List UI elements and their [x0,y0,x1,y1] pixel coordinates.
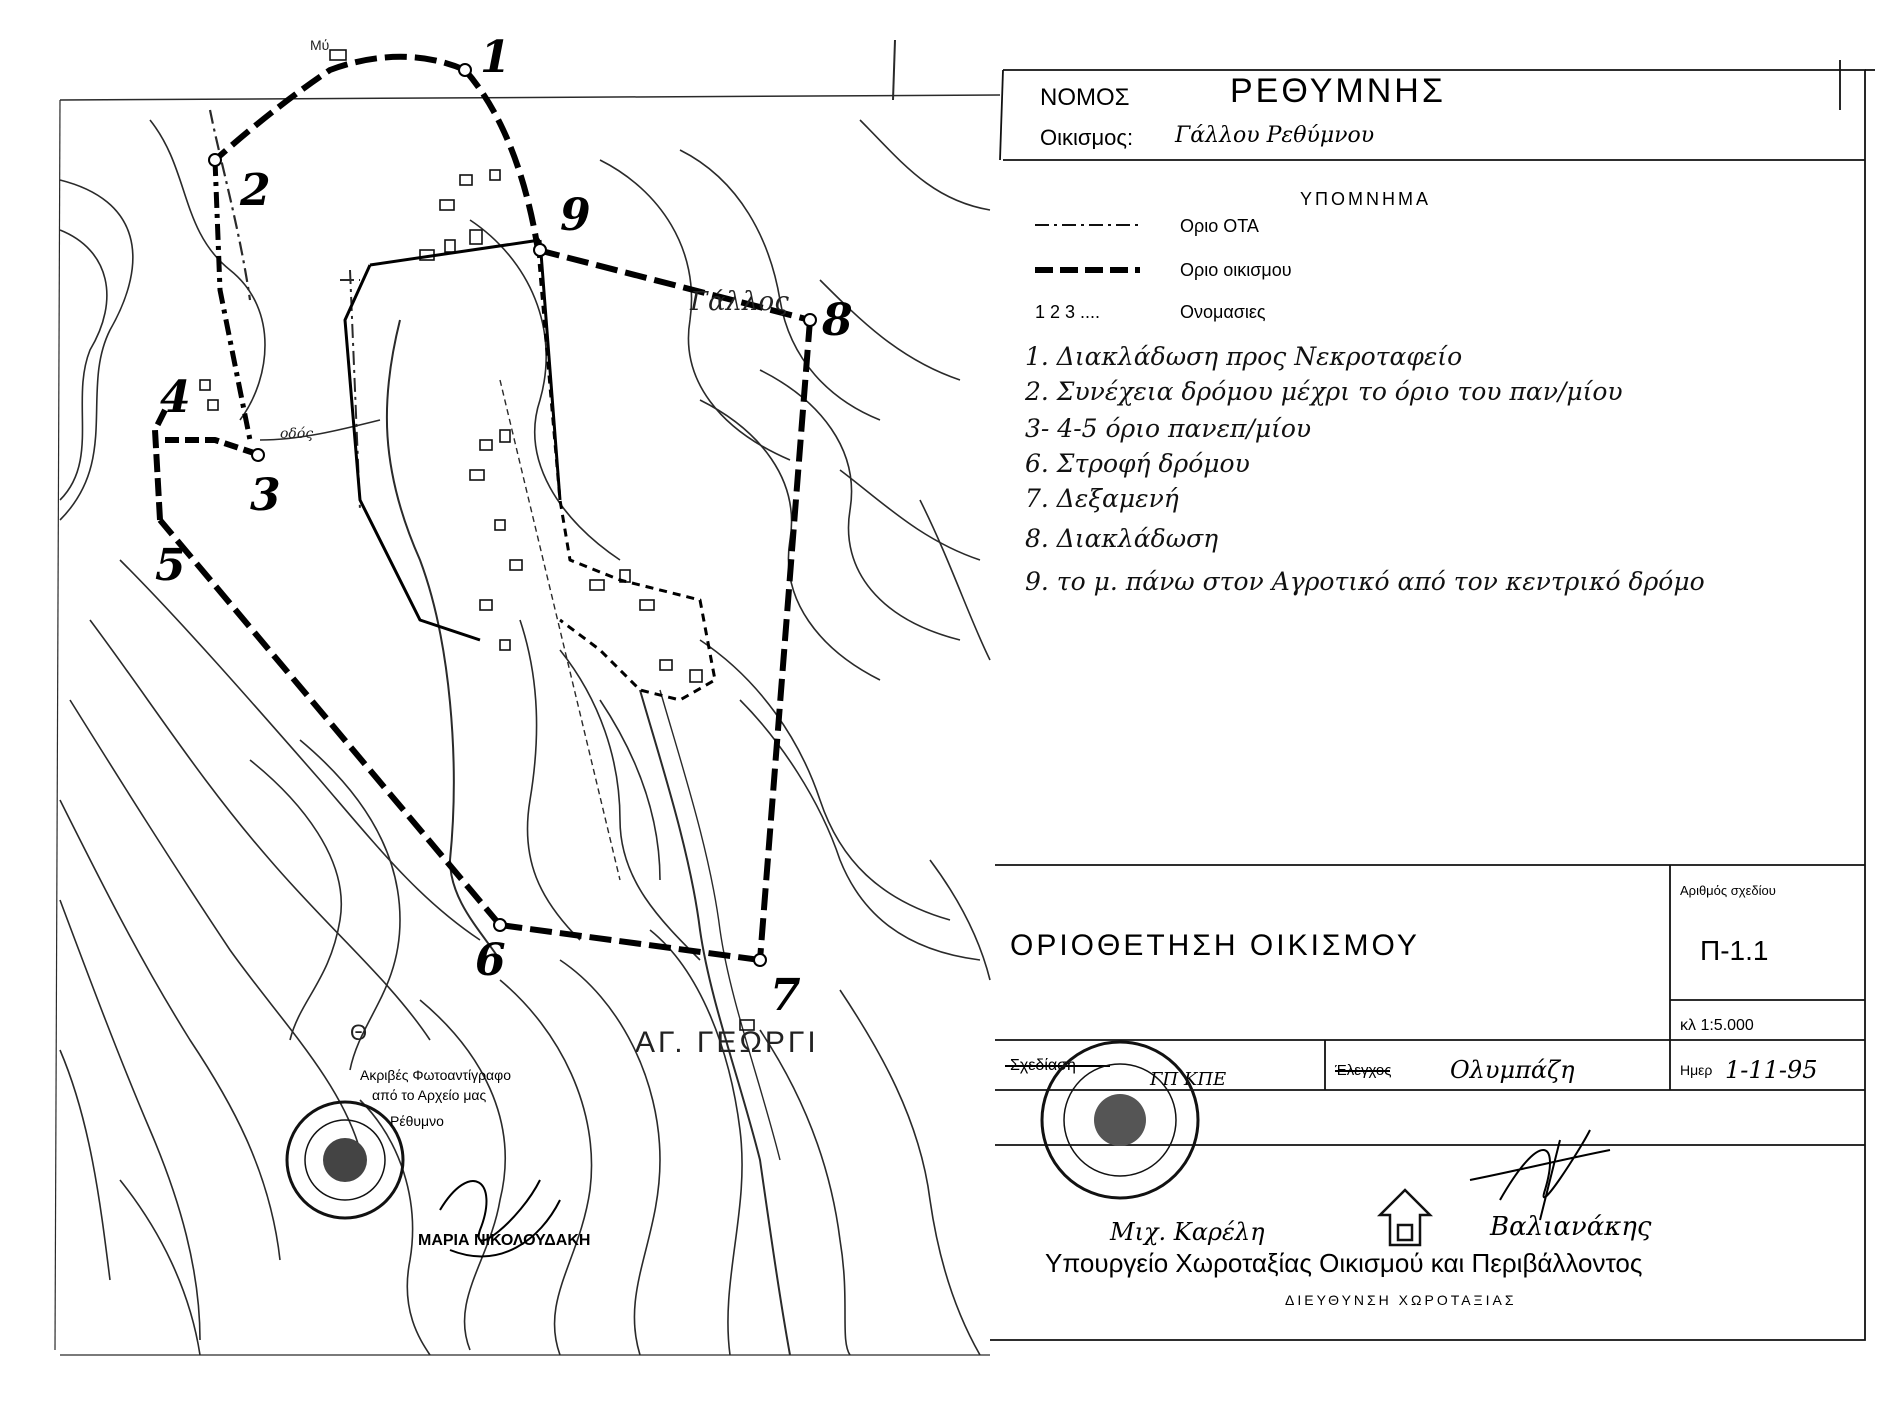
village-buildings [200,50,754,1030]
nomos-label: ΝΟΜΟΣ [1040,84,1130,111]
point-label-8: 8 [822,295,853,346]
ministry-name: Υπουργείο Χωροταξίας Οικισμού και Περιβάλλοντος [1045,1248,1643,1278]
legend-title: ΥΠΟΜΝΗΜΑ [1300,189,1431,209]
map-place-labels [280,37,819,1059]
sheet-number-label: Αριθμός σχεδίου [1680,883,1776,898]
topographic-base [55,40,1000,1355]
sheet-number: Π-1.1 [1700,935,1769,966]
note-7: 9. το μ. πάνω στον Αγροτικό από τον κεντρικό δρόμο [1025,567,1705,596]
point-label-1: 1 [480,32,511,83]
directorate-name: ΔΙΕΥΘΥΝΣΗ ΧΩΡΟΤΑΞΙΑΣ [1285,1292,1517,1308]
date-label: Ημερ [1680,1062,1713,1078]
legend-symbol-names: 1 2 3 .... [1035,302,1101,322]
copy-stamp-line-2: από το Αρχείο μας [372,1087,487,1103]
checked-value: Ολυμπάζη [1450,1056,1575,1084]
scale-value: κλ 1:5.000 [1680,1017,1754,1034]
title-block [990,60,1875,1340]
place-label-ag-georgios: ΑΓ. ΓΕΩΡΓΙ [635,1026,819,1059]
drawing-title: ΟΡΙΟΘΕΤΗΣΗ ΟΙΚΙΣΜΟΥ [1010,929,1420,962]
legend-label-settlement-limit: Οριο οικισμου [1180,260,1292,280]
boundary-point-markers [209,64,816,966]
boundary-point-labels [155,32,853,1021]
note-1: 1. Διακλάδωση προς Νεκροταφείο [1025,342,1463,371]
place-label-gallos: Γάλλος [690,287,789,317]
copy-stamp-line-3: Ρέθυμνο [390,1113,444,1129]
place-label-top-left: Μύ [310,37,330,53]
legend-label-names: Ονομασιες [1180,302,1266,322]
point-label-5: 5 [155,540,186,591]
signature-left-name: Μιχ. Καρέλη [1110,1218,1265,1246]
point-label-9: 9 [560,190,591,241]
date-value: 1-11-95 [1725,1056,1818,1084]
checked-label: Έλεγχος [1335,1062,1392,1079]
legend-label-ota-limit: Οριο ΟΤΑ [1180,216,1259,236]
note-4: 6. Στροφή δρόμου [1025,449,1250,478]
note-5: 7. Δεξαμενή [1025,484,1179,513]
place-label-odos: οδός [280,426,314,442]
note-6: 8. Διακλάδωση [1025,524,1219,553]
signature-scribble-title-block [1470,1130,1610,1220]
copy-stamp-name: ΜΑΡΙΑ ΝΙΚΟΛΟΥΔΑΚΗ [418,1232,591,1249]
note-3: 3- 4-5 όριο πανεπ/μίου [1025,414,1312,443]
oikismos-value: Γάλλου Ρεθύμνου [1175,123,1375,148]
point-label-6: 6 [475,935,506,986]
certified-copy-stamp [287,1067,590,1256]
designed-label: Σχεδίαση [1010,1057,1076,1074]
oikismos-label: Οικισμος: [1040,125,1134,150]
copy-stamp-line-1: Ακριβές Φωτοαντίγραφο [360,1067,512,1083]
note-2: 2. Συνέχεια δρόμου μέχρι το όριο του παν/μίου [1025,377,1623,406]
point-label-3: 3 [250,470,281,521]
place-label-theta: Θ [350,1020,368,1045]
point-label-2: 2 [240,165,271,216]
nomos-value: ΡΕΘΥΜΝΗΣ [1230,72,1446,110]
point-label-7: 7 [770,970,801,1021]
ministry-logo [1380,1190,1430,1245]
point-label-4: 4 [160,372,191,423]
designed-value: ΓΠ ΚΠΕ [1150,1069,1227,1090]
signature-right-name: Βαλιανάκης [1490,1212,1652,1242]
